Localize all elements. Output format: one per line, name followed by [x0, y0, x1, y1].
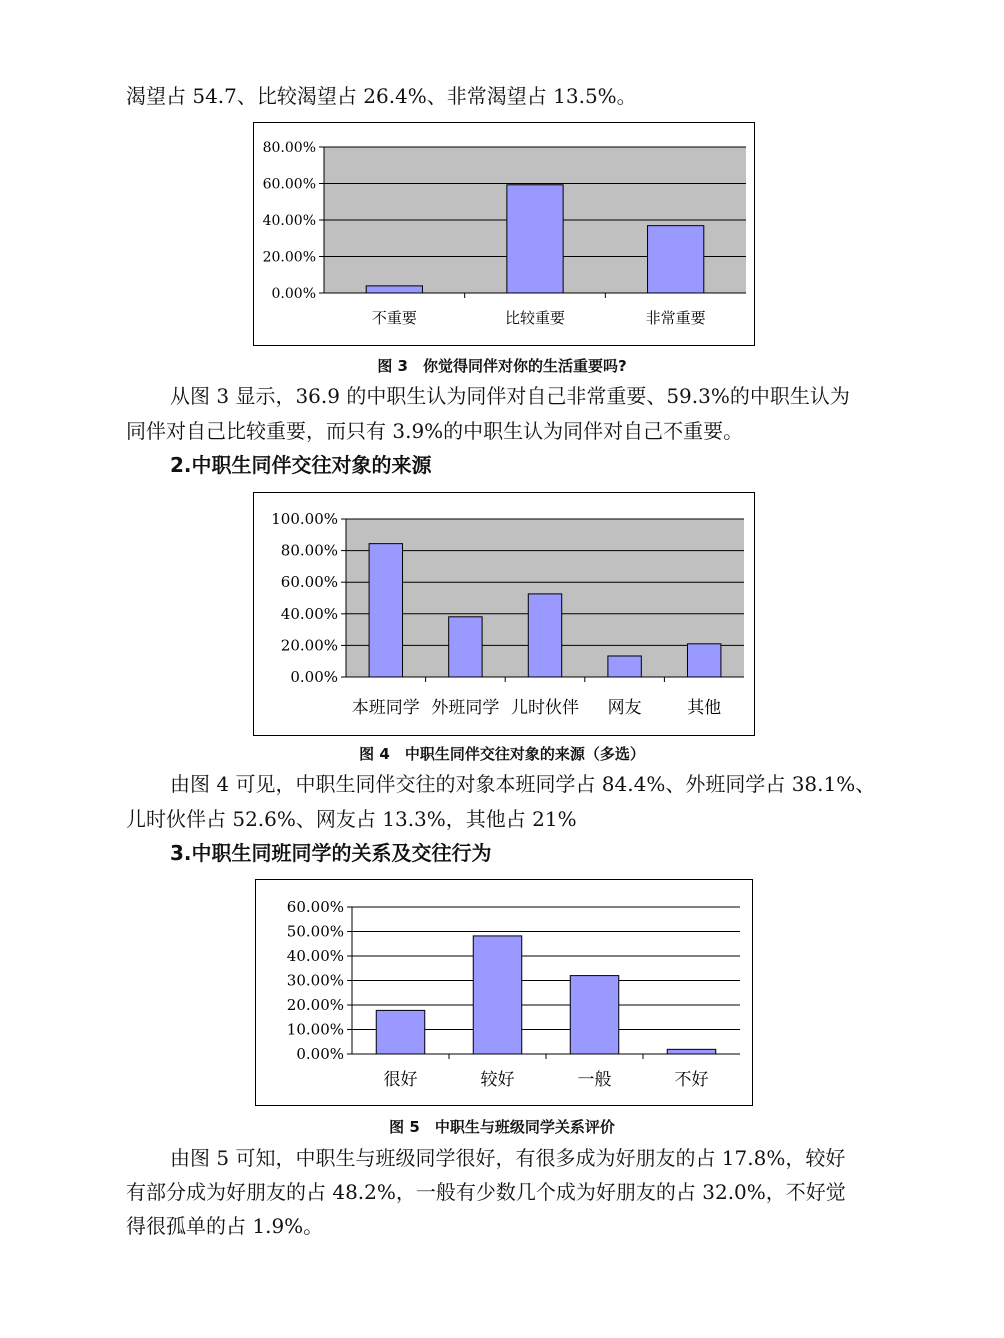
paragraph-line: 从图 3 显示，36.9 的中职生认为同伴对自己非常重要、59.3%的中职生认为 [170, 384, 850, 408]
y-tick-label: 80.00% [280, 541, 338, 560]
chart-figure-5 [255, 879, 753, 1106]
bar [570, 976, 619, 1054]
paragraph-line: 由图 5 可知，中职生与班级同学很好，有很多成为好朋友的占 17.8%，较好 [170, 1146, 846, 1170]
category-label: 很好 [383, 1070, 418, 1090]
bar [473, 936, 522, 1054]
y-tick-label: 100.00% [271, 510, 338, 528]
y-tick-label: 20.00% [262, 249, 316, 266]
paragraph-line: 由图 4 可见，中职生同伴交往的对象本班同学占 84.4%、外班同学占 38.1%、 [170, 772, 876, 796]
category-label: 外班同学 [431, 698, 500, 718]
paragraph-line: 有部分成为好朋友的占 48.2%，一般有少数几个成为好朋友的占 32.0%，不好觉 [126, 1180, 846, 1204]
category-label: 其他 [687, 698, 722, 718]
y-tick-label: 40.00% [262, 213, 316, 229]
category-label: 比较重要 [504, 309, 566, 327]
paragraph-line: 渴望占 54.7、比较渴望占 26.4%、非常渴望占 13.5%。 [126, 84, 637, 108]
category-label: 儿时伙伴 [511, 698, 579, 718]
y-tick-label: 0.00% [296, 1045, 344, 1063]
bar-chart-5 [256, 880, 752, 1105]
section-heading-2: 2.中职生同伴交往对象的来源 [170, 453, 432, 477]
y-tick-label: 0.00% [290, 668, 338, 686]
bar [449, 617, 482, 677]
bar [648, 226, 704, 293]
category-label: 不好 [674, 1070, 709, 1090]
bar [667, 1049, 716, 1054]
paragraph-line: 得很孤单的占 1.9%。 [126, 1214, 324, 1238]
bar [366, 286, 422, 293]
figure-5-caption: 图 5 中职生与班级同学关系评价 [389, 1118, 615, 1136]
bar [376, 1010, 425, 1054]
y-tick-label: 30.00% [286, 971, 344, 990]
section-heading-3: 3.中职生同班同学的关系及交往行为 [170, 841, 492, 865]
y-tick-label: 60.00% [286, 898, 344, 916]
figure-4-caption: 图 4 中职生同伴交往对象的来源（多选） [359, 745, 645, 763]
bar-chart-4 [254, 493, 754, 735]
y-tick-label: 40.00% [280, 604, 338, 623]
bar-chart-3 [254, 123, 754, 345]
y-tick-label: 20.00% [286, 996, 344, 1014]
y-tick-label: 50.00% [286, 922, 344, 941]
category-label: 非常重要 [645, 309, 706, 327]
category-label: 不重要 [371, 309, 417, 327]
chart-figure-3 [253, 122, 755, 346]
y-tick-label: 40.00% [286, 947, 344, 965]
y-tick-label: 80.00% [262, 140, 316, 156]
category-label: 较好 [480, 1070, 515, 1090]
chart-figure-4 [253, 492, 755, 736]
category-label: 一般 [577, 1070, 612, 1090]
paragraph-line: 儿时伙伴占 52.6%、网友占 13.3%，其他占 21% [126, 807, 577, 831]
figure-3-caption: 图 3 你觉得同伴对你的生活重要吗? [377, 357, 627, 375]
y-tick-label: 0.00% [271, 286, 316, 302]
bar [507, 185, 563, 293]
bar [369, 544, 402, 677]
y-tick-label: 60.00% [262, 176, 316, 193]
bar [528, 594, 561, 677]
y-tick-label: 60.00% [280, 573, 338, 592]
paragraph-line: 同伴对自己比较重要，而只有 3.9%的中职生认为同伴对自己不重要。 [126, 419, 744, 443]
bar [608, 656, 641, 677]
category-label: 本班同学 [351, 698, 420, 718]
category-label: 网友 [607, 698, 642, 718]
bar [687, 644, 720, 677]
y-tick-label: 10.00% [286, 1020, 344, 1039]
y-tick-label: 20.00% [280, 636, 338, 655]
